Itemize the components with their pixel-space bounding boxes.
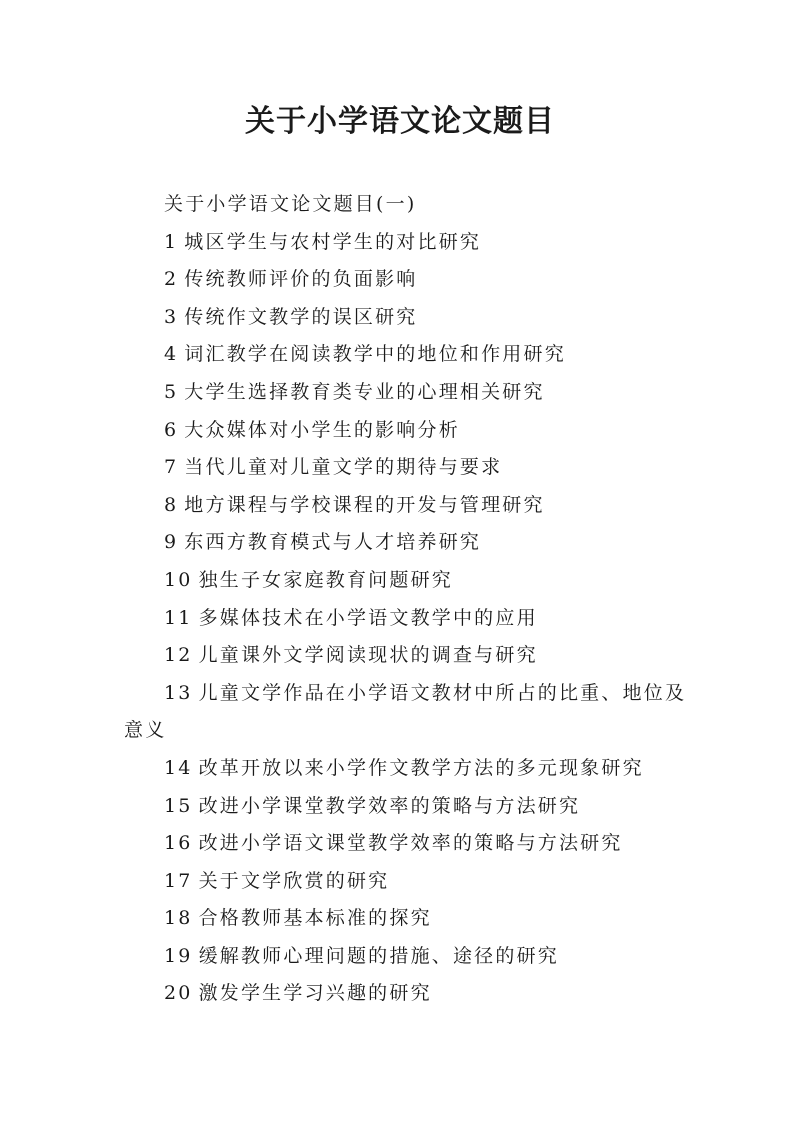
topic-number: 14 <box>164 756 193 779</box>
topic-item <box>124 938 694 976</box>
topic-text: 儿童文学作品在小学语文教材中所占的比重、地位及意义 <box>124 681 687 742</box>
topic-number: 12 <box>164 644 193 667</box>
topic-number: 17 <box>164 869 193 892</box>
topic-text: 激发学生学习兴趣的研究 <box>198 982 432 1005</box>
topic-item <box>124 449 694 487</box>
topic-text: 合格教师基本标准的探究 <box>198 907 432 930</box>
document-body <box>124 186 694 1013</box>
topic-number: 10 <box>164 568 193 591</box>
topic-text: 词汇教学在阅读教学中的地位和作用研究 <box>184 343 566 366</box>
topic-number: 11 <box>164 606 193 629</box>
topic-number: 8 <box>164 493 179 516</box>
document-title: 关于小学语文论文题目 <box>245 104 555 139</box>
topic-item <box>124 863 694 901</box>
topic-text: 当代儿童对儿童文学的期待与要求 <box>184 456 503 479</box>
topic-number: 6 <box>164 418 179 441</box>
topic-item <box>124 336 694 374</box>
topic-text: 多媒体技术在小学语文教学中的应用 <box>198 606 538 629</box>
topic-item <box>124 900 694 938</box>
topic-text: 地方课程与学校课程的开发与管理研究 <box>184 493 545 516</box>
topic-item <box>124 825 694 863</box>
topic-item <box>124 600 694 638</box>
topic-item <box>124 975 694 1013</box>
topic-item <box>124 224 694 262</box>
topic-item <box>124 637 694 675</box>
topic-text: 大众媒体对小学生的影响分析 <box>184 418 460 441</box>
topic-number: 18 <box>164 907 193 930</box>
topic-number: 4 <box>164 343 179 366</box>
topic-text: 关于文学欣赏的研究 <box>198 869 390 892</box>
topic-item <box>124 524 694 562</box>
topic-item <box>124 788 694 826</box>
topic-text: 缓解教师心理问题的措施、途径的研究 <box>198 944 559 967</box>
topic-text: 大学生选择教育类专业的心理相关研究 <box>184 380 545 403</box>
topic-number: 9 <box>164 531 179 554</box>
topic-text: 传统作文教学的误区研究 <box>184 305 418 328</box>
section-heading: 关于小学语文论文题目(一) <box>164 193 417 215</box>
topic-number: 19 <box>164 944 193 967</box>
topic-text: 改革开放以来小学作文教学方法的多元现象研究 <box>198 756 644 779</box>
topic-number: 20 <box>164 982 193 1005</box>
topic-item <box>124 750 694 788</box>
topic-text: 传统教师评价的负面影响 <box>184 268 418 291</box>
topic-number: 7 <box>164 456 179 479</box>
topic-text: 改进小学课堂教学效率的策略与方法研究 <box>198 794 581 817</box>
topic-item <box>124 412 694 450</box>
topic-text: 东西方教育模式与人才培养研究 <box>184 531 482 554</box>
topic-number: 3 <box>164 305 179 328</box>
topic-item <box>124 374 694 412</box>
topic-text: 独生子女家庭教育问题研究 <box>198 568 453 591</box>
topic-item <box>124 675 694 750</box>
topic-number: 15 <box>164 794 193 817</box>
topic-item <box>124 487 694 525</box>
topic-item <box>124 261 694 299</box>
topic-list <box>124 224 694 1013</box>
topic-text: 改进小学语文课堂教学效率的策略与方法研究 <box>198 832 623 855</box>
topic-text: 儿童课外文学阅读现状的调查与研究 <box>198 644 538 667</box>
topic-number: 1 <box>164 230 179 253</box>
topic-number: 16 <box>164 832 193 855</box>
topic-item <box>124 562 694 600</box>
topic-item <box>124 299 694 337</box>
topic-text: 城区学生与农村学生的对比研究 <box>184 230 482 253</box>
topic-number: 2 <box>164 268 179 291</box>
topic-number: 5 <box>164 380 179 403</box>
topic-number: 13 <box>164 681 193 704</box>
